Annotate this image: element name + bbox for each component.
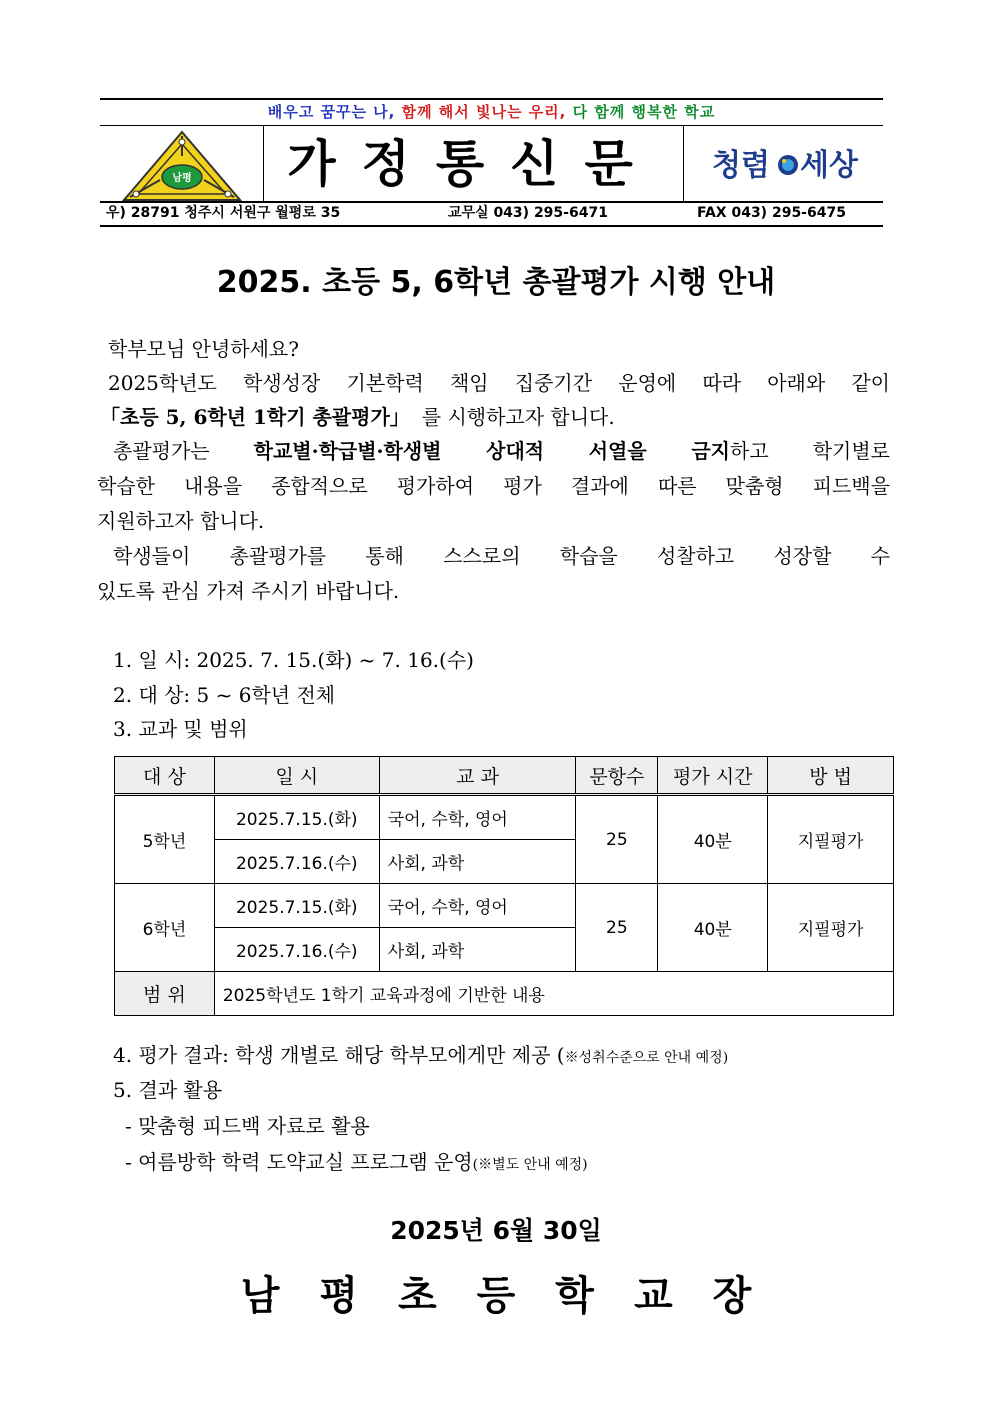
subjects-cell: 국어, 수학, 영어 [379,795,576,840]
office-phone: 교무실 043) 295-6471 [448,205,608,221]
date-cell: 2025.7.16.(수) [214,928,379,972]
slogan-part-2: 함께 해서 빛나는 우리, [401,103,573,121]
document-title: 2025. 초등 5, 6학년 총괄평가 시행 안내 [216,265,776,300]
brand-logo-icon [700,140,870,190]
usage-sub-2-note: (※별도 안내 예정) [472,1157,588,1173]
subjects-cell: 국어, 수학, 영어 [379,884,576,928]
subjects-cell: 사회, 과학 [379,928,576,972]
usage-sub-2 [125,1149,588,1178]
header-duration: 평가 시간 [658,757,768,795]
slogan-part-3: 다 함께 행복한 학교 [572,103,716,121]
paragraph-1-line-1: 2025학년도 학생성장 기본학력 책임 집중기간 운영에 따라 아래와 같이 [108,371,890,395]
range-value: 2025학년도 1학기 교육과정에 기반한 내용 [214,972,893,1016]
fax-number: FAX 043) 295-6475 [697,205,846,221]
table-row-range [115,972,894,1016]
school-logo-text: 남평 [172,173,192,184]
header-divider-right [683,126,684,201]
date-cell: 2025.7.16.(수) [214,840,379,884]
slogan-part-1: 배우고 꿈꾸는 나, [267,103,402,121]
date-cell: 2025.7.15.(화) [214,884,379,928]
item-results-main: 4. 평가 결과: 학생 개별로 해당 학부모에게만 제공 ( [113,1043,565,1067]
integrity-brand-logo [700,140,870,190]
header-method: 방 법 [768,757,894,795]
paragraph-2-text-a: 총괄평가는 [113,439,254,463]
table-header-row [115,757,894,795]
duration-cell: 40분 [658,884,768,972]
subjects-cell: 사회, 과학 [379,840,576,884]
paragraph-2-line-2: 학습한 내용을 종합적으로 평가하여 평가 결과에 따른 맞춤형 피드백을 [97,474,890,498]
school-slogan [100,101,883,122]
question-count-cell: 25 [576,884,658,972]
paragraph-3-line-2: 있도록 관심 가져 주시기 바랍니다. [97,579,400,603]
paragraph-2-bold: 학교별·학급별·학생별 상대적 서열을 금지 [253,439,731,463]
newsletter-title: 가정통신문 [287,135,659,193]
slogan-rule [100,125,883,126]
paragraph-2-text-b: 하고 학기별로 [730,439,890,463]
item-subjects: 3. 교과 및 범위 [113,717,248,741]
header-date: 일 시 [214,757,379,795]
range-label: 범 위 [115,972,215,1016]
paragraph-1-line-2-rest: 를 시행하고자 합니다. [421,405,615,429]
contact-line [100,202,883,224]
postal-address: 우) 28791 청주시 서원구 월평로 35 [106,205,341,221]
duration-cell: 40분 [658,795,768,884]
principal-signature: 남평초등학교장 [240,1273,792,1319]
item-results [113,1042,728,1071]
header-top-rule [100,98,883,100]
header-bottom-rule [100,225,883,227]
brand-logo-text-1: 청렴 [712,148,770,183]
grade-cell: 5학년 [115,795,215,884]
item-target: 2. 대 상: 5 ~ 6학년 전체 [113,683,336,707]
greeting: 학부모님 안녕하세요? [108,337,299,361]
issue-date: 2025년 6월 30일 [390,1216,602,1245]
paragraph-2-line-1 [113,438,890,464]
method-cell: 지필평가 [768,795,894,884]
method-cell: 지필평가 [768,884,894,972]
header-question-count: 문항수 [576,757,658,795]
grade-cell: 6학년 [115,884,215,972]
paragraph-1-line-2 [100,404,615,430]
question-count-cell: 25 [576,795,658,884]
date-cell: 2025.7.15.(화) [214,795,379,840]
usage-sub-2-main: - 여름방학 학력 도약교실 프로그램 운영 [125,1150,473,1174]
letter-header [100,98,883,228]
brand-logo-text-2: 세상 [800,148,858,183]
usage-sub-1: - 맞춤형 피드백 자료로 활용 [125,1114,370,1138]
header-subjects: 교 과 [379,757,576,795]
paragraph-3-line-1: 학생들이 총괄평가를 통해 스스로의 학습을 성찰하고 성장할 수 [113,544,890,568]
exam-name-bold: 「초등 5, 6학년 1학기 총괄평가」 [100,405,410,429]
school-logo-icon [122,130,242,202]
exam-schedule-table [114,756,894,1016]
item-results-note: ※성취수준으로 안내 예정) [564,1050,729,1066]
table-row [115,795,894,840]
table-row [115,884,894,928]
header-target: 대 상 [115,757,215,795]
item-schedule: 1. 일 시: 2025. 7. 15.(화) ~ 7. 16.(수) [113,648,474,672]
item-usage: 5. 결과 활용 [113,1078,223,1102]
paragraph-2-line-3: 지원하고자 합니다. [97,509,265,533]
